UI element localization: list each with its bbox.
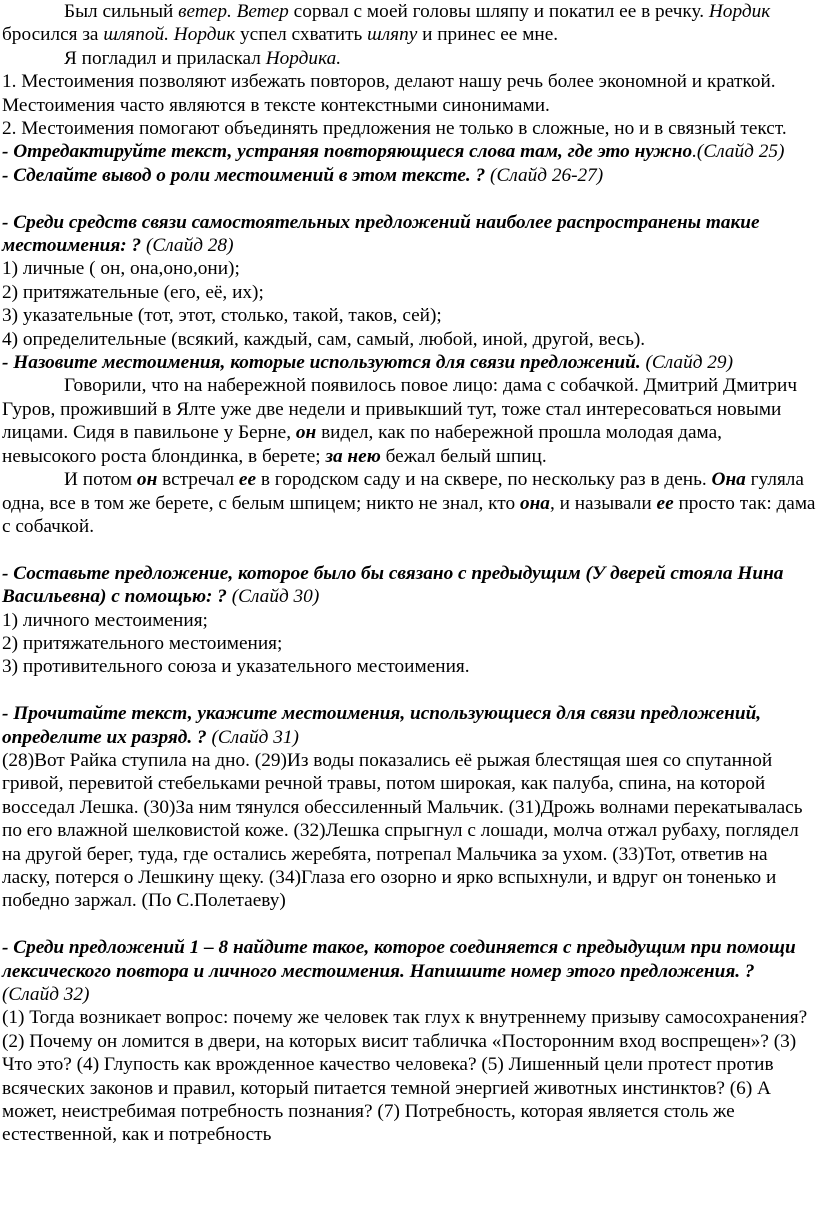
italic-text: Нордик: [708, 1, 771, 22]
emphasis-text: - Составьте предложение, которое было бы связано с предыдущим (У дверей стояла Нина Васильевна) с помощью: ?: [2, 562, 784, 608]
text-run: Я погладил и приласкал: [64, 47, 266, 69]
emphasis-text: - Сделайте вывод о роли местоимений в этом тексте. ?: [2, 164, 486, 186]
text-run: сорвал с моей головы шляпу и покатил ее в речку.: [288, 1, 709, 22]
spacer: [2, 679, 816, 702]
text-run: просто так: дама с собачкой.: [2, 492, 816, 537]
list-item: 1) личного местоимения;: [2, 609, 208, 631]
emphasis-text: - Отредактируйте текст, устраняя повторяющиеся слова там, где это нужно: [2, 141, 693, 163]
story-paragraph: [2, 47, 816, 70]
italic-text: шляпой. Нордик: [103, 24, 236, 46]
emphasis-text: - Среди средств связи самостоятельных предложений наиболее распространены такие местоимения: ?: [2, 211, 760, 257]
italic-text: (Слайд 32): [2, 984, 90, 1005]
text-run: , и называли: [549, 492, 657, 514]
list-item: 2) притяжательного местоимения;: [2, 632, 283, 654]
text-run: и принес ее мне.: [417, 24, 559, 46]
text-run: Был сильный: [64, 1, 179, 22]
list-item: 4) определительные (всякий, каждый, сам, самый, любой, иной, другой, весь).: [2, 328, 646, 350]
quote-paragraph: [2, 468, 816, 538]
text-run: успел схватить: [235, 24, 368, 46]
emphasis-text: ее: [656, 492, 674, 514]
italic-text: .(Слайд 25): [692, 141, 785, 163]
text-run: встречал: [157, 469, 239, 491]
italic-text: (Слайд 30): [226, 586, 320, 608]
emphasis-text: он: [136, 469, 158, 491]
italic-text: (Слайд 28): [141, 235, 234, 257]
note-paragraph: 2. Местоимения помогают объединять предложения не только в сложные, но и в связный текст.: [2, 118, 787, 140]
spacer: [2, 913, 816, 936]
quote-paragraph: [2, 374, 816, 468]
task-heading: [2, 351, 816, 374]
emphasis-text: за нею: [325, 445, 381, 467]
italic-text: Нордика.: [265, 47, 342, 69]
text-run: гуляла одна, все в том же берете, с белым шпицем; никто не знал, кто: [2, 469, 804, 514]
text-passage: (1) Тогда возникает вопрос: почему же человек так глух к внутреннему призыву самосохранения? (2) Почему он ломится в двери, на которых висит табличка «Посторонним вход воспрещен»? (3) Что это? (4) Глупость как врожденное качество человека? (5) Лишенный цели протест против всяческих законов и правил, который питается темной энергией животных инстинктов? (6) А может, неистребимая потребность познания? (7) Потребность, которая является столь же естественной, как и потребность: [2, 1007, 808, 1146]
task-heading: [2, 211, 816, 258]
italic-text: шляпу: [367, 24, 418, 46]
text-run: Говорили, что на набережной появилось повое лицо: дама с собачкой. Дмитрий Дмитрич Гуров, проживший в Ялте уже две недели и привыкший тут, тоже стал интересоваться новыми лицами. Сидя в павильоне у Берне,: [2, 375, 798, 444]
spacer: [2, 538, 816, 561]
text-run: И потом: [64, 469, 137, 491]
emphasis-text: - Среди предложений 1 – 8 найдите такое, которое соединяется с предыдущим при помощи лексического повтора и личного местоимения. Напишите номер этого предложения. ?: [2, 937, 796, 982]
text-run: бежал белый шпиц.: [380, 445, 547, 467]
italic-text: (Слайд 29): [640, 352, 733, 374]
list-item: 3) указательные (тот, этот, столько, такой, таков, сей);: [2, 305, 442, 327]
italic-text: ветер. Ветер: [178, 1, 289, 22]
note-paragraph: 1. Местоимения позволяют избежать повторов, делают нашу речь более экономной и краткой. Местоимения часто являются в тексте контекстными синонимами.: [2, 71, 776, 116]
task-heading: [2, 562, 816, 609]
text-run: видел, как по набережной прошла молодая дама, невысокого роста блондинка, в берете;: [2, 422, 722, 467]
task-heading: [2, 702, 816, 749]
emphasis-text: она: [519, 492, 550, 514]
task-heading: [2, 936, 816, 1006]
text-passage: (28)Вот Райка ступила на дно. (29)Из воды показались её рыжая блестящая шея со спутанной гривой, перевитой стебельками речной травы, потом широкая, как палуба, спина, на которой восседал Лешка. (30)За ним тянулся обессиленный Мальчик. (31)Дрожь волнами перекатывалась по его влажной шелковистой коже. (32)Лешка спрыгнул с лошади, молча отжал рубаху, поглядел на другой берег, туда, где остались жеребята, потрепал Мальчика за ухом. (33)Тот, ответив на ласку, потерся о Лешкину щеку. (34)Глаза его озорно и ярко вспыхнули, и вдруг он тоненько и победно заржал. (По С.Полетаеву): [2, 749, 803, 912]
emphasis-text: - Назовите местоимения, которые используются для связи предложений.: [2, 352, 641, 374]
emphasis-text: Она: [711, 469, 746, 491]
task-heading: [2, 164, 816, 187]
italic-text: (Слайд 31): [206, 726, 299, 748]
list-item: 1) личные ( он, она,оно,они);: [2, 258, 240, 280]
italic-text: (Слайд 26-27): [485, 164, 604, 186]
story-paragraph: [2, 0, 816, 47]
list-item: 3) противительного союза и указательного местоимения.: [2, 656, 470, 678]
emphasis-text: ее: [238, 469, 257, 491]
spacer: [2, 187, 816, 210]
text-run: в городском саду и на сквере, по нескольку раз в день.: [256, 469, 712, 491]
emphasis-text: он: [295, 422, 317, 444]
emphasis-text: - Прочитайте текст, укажите местоимения, использующиеся для связи предложений, определите их разряд. ?: [2, 703, 762, 748]
list-item: 2) притяжательные (его, её, их);: [2, 281, 264, 303]
text-run: бросился за: [2, 24, 104, 46]
task-heading: [2, 140, 816, 163]
